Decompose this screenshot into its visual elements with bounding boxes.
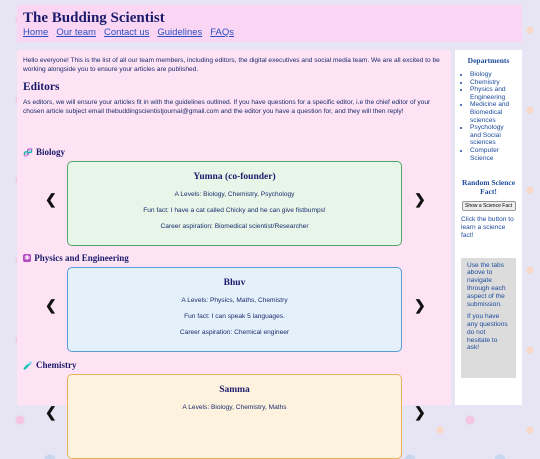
physics-section	[23, 253, 443, 352]
editor-name: Yumna (co-founder)	[193, 172, 276, 182]
chemistry-section	[23, 360, 443, 459]
department-link-computer-science[interactable]: • Computer Science	[470, 147, 516, 162]
show-science-fact-button[interactable]: Show a Science Fact	[462, 201, 516, 211]
sidebar	[455, 50, 522, 405]
editor-card	[67, 161, 402, 246]
editor-card	[67, 374, 402, 459]
nav-faqs-link[interactable]: FAQs	[210, 27, 235, 38]
science-fact-text: Click the button to learn a science fact!	[461, 216, 514, 239]
nav-contact-link[interactable]: Contact us	[103, 27, 150, 38]
science-fact-heading: Random Science Fact!	[461, 178, 516, 197]
editor-career: Career aspiration: Biomedical scientist/Researcher	[160, 223, 309, 230]
editor-fun-fact: Fun fact: I have a cat called Chicky and he can give fistbumps!	[143, 207, 326, 214]
next-arrow-icon[interactable]: ❯	[414, 297, 426, 313]
editor-name: Samma	[219, 385, 250, 395]
atom-icon: ⚛	[24, 254, 31, 262]
department-link-chemistry[interactable]: • Chemistry	[470, 79, 516, 87]
main-nav	[23, 27, 234, 38]
chemistry-heading	[23, 360, 443, 370]
help-note-text: Use the tabs above to navigate through each aspect of the submission.	[467, 261, 506, 308]
test-tube-icon: 🧪	[23, 360, 33, 370]
site-header	[17, 5, 522, 42]
editor-card	[67, 267, 402, 352]
editor-alevels: A Levels: Biology, Chemistry, Maths	[182, 404, 287, 411]
chemistry-title: Chemistry	[35, 360, 77, 370]
prev-arrow-icon[interactable]: ❮	[45, 191, 57, 207]
help-note	[461, 258, 516, 378]
prev-arrow-icon[interactable]: ❮	[45, 404, 57, 420]
department-link-medicine[interactable]: • Medicine and Biomedical sciences	[470, 101, 516, 124]
prev-arrow-icon[interactable]: ❮	[45, 297, 57, 313]
editors-heading: Editors	[23, 81, 60, 93]
biology-heading	[23, 147, 443, 157]
editor-fun-fact: Fun fact: I can speak 5 languages.	[184, 313, 285, 320]
physics-carousel	[23, 267, 443, 352]
physics-heading	[23, 253, 443, 263]
next-arrow-icon[interactable]: ❯	[414, 191, 426, 207]
nav-home-link[interactable]: Home	[23, 27, 49, 38]
main-content	[17, 50, 451, 420]
biology-title: Biology	[35, 147, 65, 157]
dna-icon: 🧬	[23, 147, 33, 157]
site-title: The Budding Scientist	[23, 10, 165, 26]
department-link-psychology[interactable]: • Psychology and Social sciences	[470, 124, 516, 147]
editor-career: Career aspiration: Chemical engineer	[179, 329, 290, 336]
editor-name: Bhuv	[223, 278, 246, 288]
departments-heading: Departments	[467, 56, 510, 65]
department-link-biology[interactable]: • Biology	[470, 71, 516, 79]
departments-list	[461, 71, 516, 162]
biology-section	[23, 147, 443, 246]
nav-our-team-link[interactable]: Our team	[56, 27, 96, 38]
physics-title: Physics and Engineering	[34, 253, 129, 263]
editor-alevels: A Levels: Physics, Maths, Chemistry	[181, 297, 288, 304]
editors-description: As editors, we will ensure your articles fit in with the guidelines outlined. If you have questions for a specific editor, i.e the chief editor of your chosen article subject email thebuddingscientistjournal@gmail.com and the editor you have a question for, and they will then reply!	[23, 99, 431, 115]
biology-carousel	[23, 161, 443, 246]
next-arrow-icon[interactable]: ❯	[414, 404, 426, 420]
nav-guidelines-link[interactable]: Guidelines	[157, 27, 203, 38]
department-link-physics[interactable]: • Physics and Engineering	[470, 86, 516, 101]
editor-alevels: A Levels: Biology, Chemistry, Psychology	[174, 191, 295, 198]
help-note-text: If you have any questions do not hesitate to ask!	[467, 313, 508, 352]
chemistry-carousel	[23, 374, 443, 459]
intro-text: Hello everyone! This is the list of all our team members, including editors, the digital executives and social media team. We are all excited to be working alongside you to ensure your articles are published.	[23, 57, 440, 73]
